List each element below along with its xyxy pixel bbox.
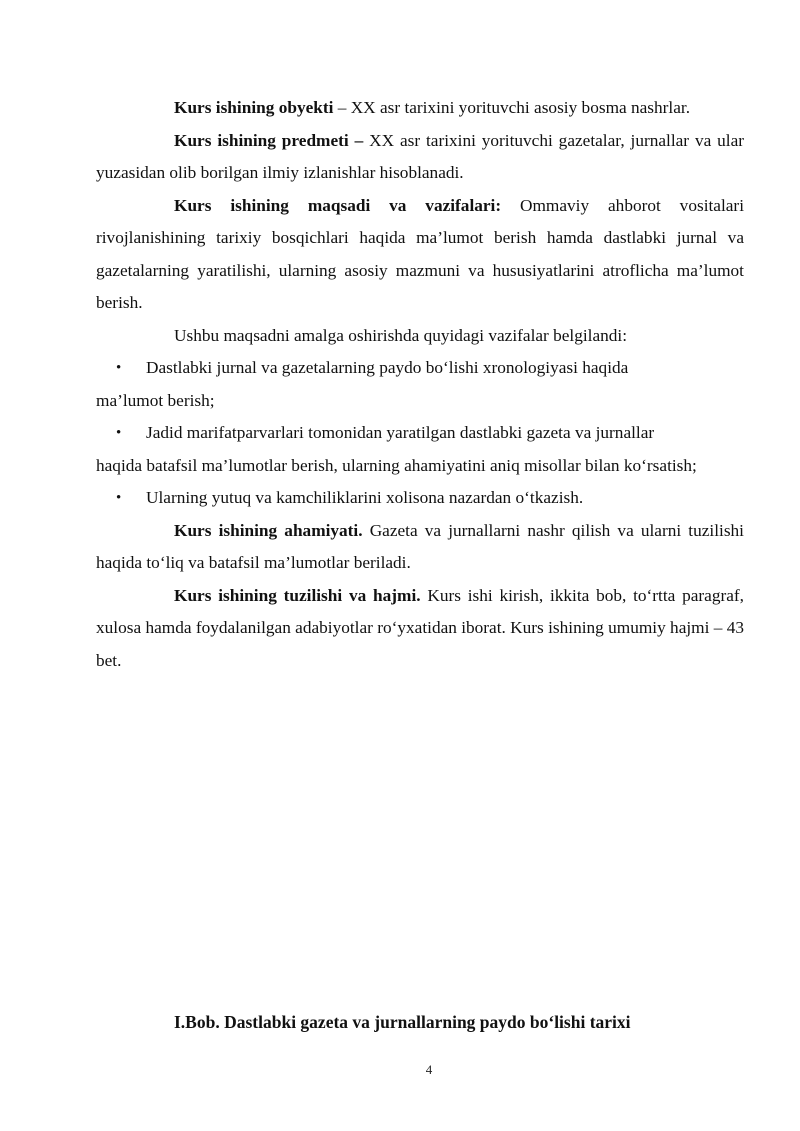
paragraph-object: [96, 92, 744, 125]
text-importance: Gazeta va jurnallarni nashr qilish va ularni tuzilishi haqida to‘liq va batafsil ma’lumotlar beriladi.: [96, 520, 744, 572]
list-item: [96, 417, 744, 482]
label-importance: Kurs ishining ahamiyati.: [174, 520, 363, 540]
list-item-text-1: Dastlabki jurnal va gazetalarning paydo bo‘lishi xronologiyasi haqida: [146, 358, 629, 377]
list-item-continuation: [96, 385, 744, 418]
list-item-text-1: Ularning yutuq va kamchiliklarini xolisona nazardan o‘tkazish.: [146, 488, 584, 507]
list-item-continuation: [96, 450, 744, 483]
paragraph-tasks-intro: [96, 320, 744, 353]
text-tasks-intro: Ushbu maqsadni amalga oshirishda quyidagi vazifalar belgilandi:: [174, 325, 628, 345]
page-number: 4: [425, 1062, 433, 1077]
list-item-text-1: Jadid marifatparvarlari tomonidan yaratilgan dastlabki gazeta va jurnallar: [146, 423, 655, 442]
list-item-line: [96, 352, 744, 385]
bullet-icon: •: [116, 490, 122, 506]
text-subject: XX asr tarixini yorituvchi gazetalar, jurnallar va ular yuzasidan olib borilgan ilmiy izlanishlar hisoblanadi.: [96, 130, 745, 182]
page-body: [96, 92, 744, 677]
paragraph-importance: [96, 515, 744, 580]
list-item-line: [96, 482, 744, 515]
label-subject: Kurs ishining predmeti –: [174, 130, 364, 150]
list-item: [96, 482, 744, 515]
label-structure: Kurs ishining tuzilishi va hajmi.: [174, 585, 421, 605]
bullet-icon: •: [116, 425, 122, 441]
list-item: [96, 352, 744, 417]
label-object: Kurs ishining obyekti: [174, 98, 334, 117]
text-structure: Kurs ishi kirish, ikkita bob, to‘rtta paragraf, xulosa hamda foydalanilgan adabiyotlar ro‘yxatidan iborat. Kurs ishining umumiy hajmi – 43 bet.: [96, 585, 744, 670]
paragraph-structure: [96, 580, 744, 678]
text-object: – XX asr tarixini yorituvchi asosiy bosma nashrlar.: [333, 98, 691, 117]
paragraph-goals: [96, 190, 744, 320]
chapter-heading: I.Bob. Dastlabki gazeta va jurnallarning paydo bo‘lishi tarixi: [174, 1012, 631, 1032]
text-goals: Ommaviy ahborot vositalari rivojlanishining tarixiy bosqichlari haqida ma’lumot berish hamda dastlabki jurnal va gazetalarning yaratilishi, ularning asosiy mazmuni va hususiyatlarini atroflicha ma’lumot berish.: [96, 195, 744, 312]
paragraph-subject: [96, 125, 744, 190]
label-goals: Kurs ishining maqsadi va vazifalari:: [174, 195, 502, 215]
task-list: [96, 352, 744, 515]
list-item-line: [96, 417, 744, 450]
list-item-text-2: ma’lumot berish;: [96, 390, 215, 410]
list-item-text-2: haqida batafsil ma’lumotlar berish, ularning ahamiyatini aniq misollar bilan ko‘rsatish;: [96, 455, 697, 475]
bullet-icon: •: [116, 360, 122, 376]
